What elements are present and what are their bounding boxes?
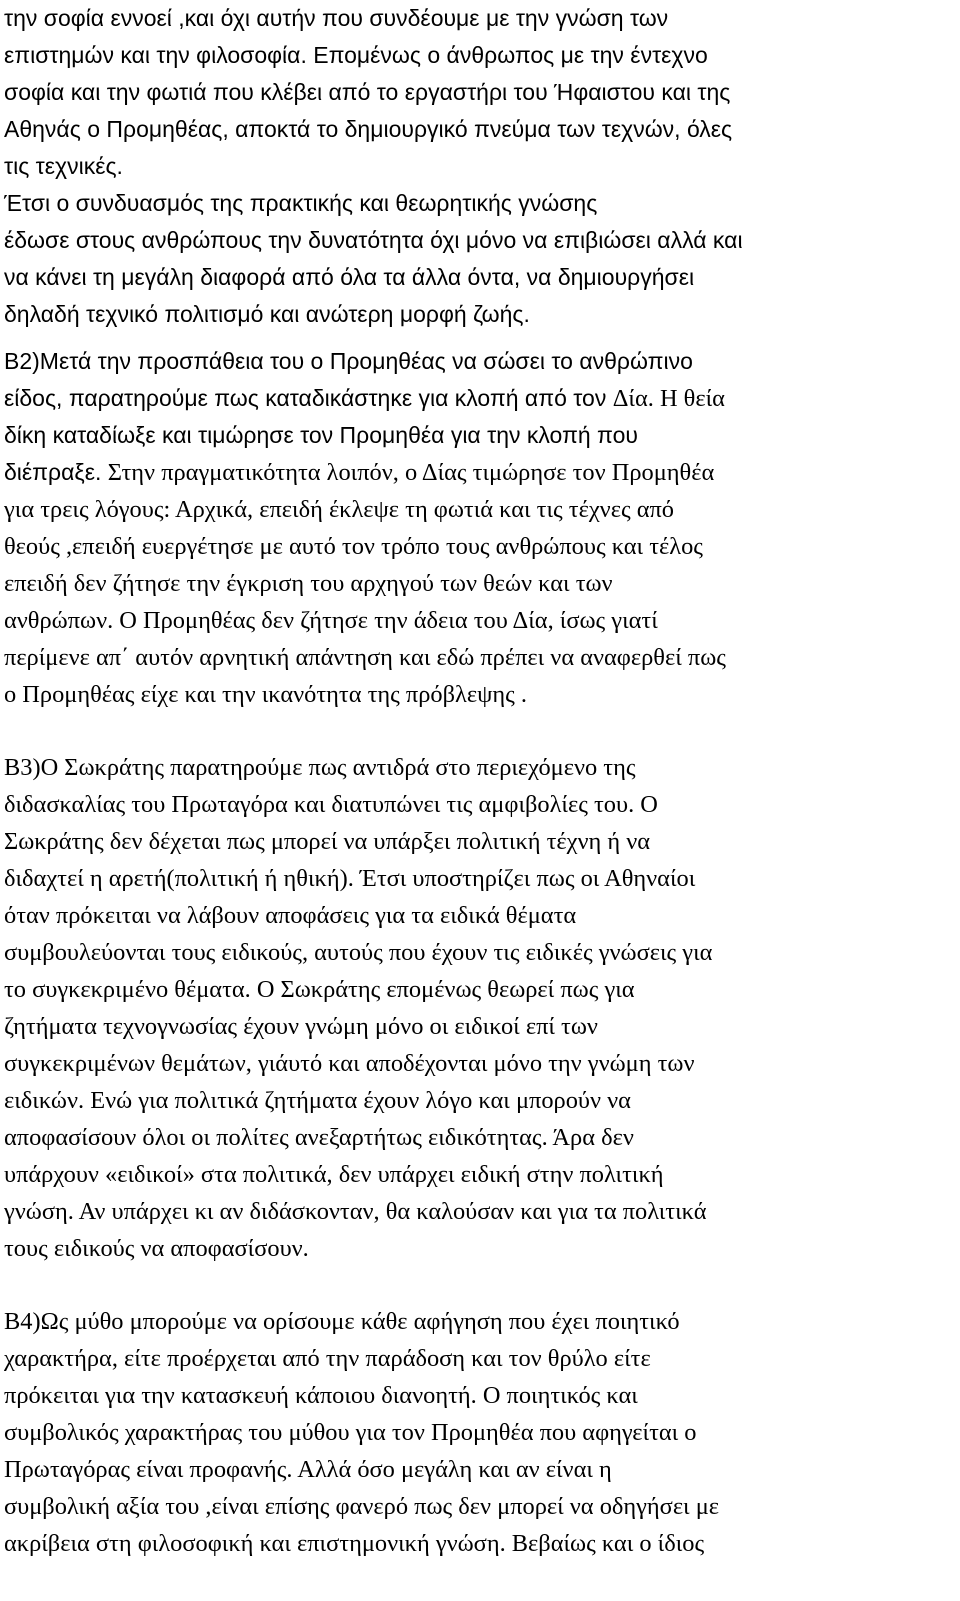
text-line: συμβουλεύονται τους ειδικούς, αυτούς που έχουν τις ειδικές γνώσεις για (4, 939, 713, 966)
text-line: Β4)Ως μύθο μπορούμε να ορίσουμε κάθε αφήγηση που έχει ποιητικό (4, 1308, 680, 1335)
text-line: γνώση. Αν υπάρχει κι αν διδάσκονταν, θα καλούσαν και για τα πολιτικά (4, 1198, 707, 1225)
paragraph-b2 (4, 343, 954, 713)
text-line: αποφασίσουν όλοι οι πολίτες ανεξαρτήτως ειδικότητας. Άρα δεν (4, 1124, 634, 1151)
text-run: δίκη καταδίωξε και τιμώρησε τον Προμηθέα για την κλοπή που (4, 422, 638, 448)
text-line: το συγκεκριμένο θέματα. Ο Σωκράτης επομένως θεωρεί πως για (4, 976, 635, 1003)
text-run: Β2)Μετά την προσπάθεια του ο Προμηθέας να σώσει το ανθρώπινο (4, 348, 693, 374)
text-run: περίμενε απ΄ αυτόν αρνητική απάντηση και εδώ πρέπει να αναφερθεί πως (4, 644, 726, 671)
text-line: επιστημών και την φιλοσοφία. Επομένως ο άνθρωπος με την έντεχνο (4, 42, 708, 68)
text-line: ζητήματα τεχνογνωσίας έχουν γνώμη μόνο οι ειδικοί επί των (4, 1013, 598, 1040)
paragraph-b3 (4, 749, 954, 1267)
document-page (4, 0, 954, 1562)
text-line: συμβολική αξία του ,είναι επίσης φανερό πως δεν μπορεί να οδηγήσει με (4, 1493, 720, 1520)
text-line (4, 565, 954, 602)
text-run: ο Προμηθέας είχε και την ικανότητα της πρόβλεψης . (4, 681, 527, 708)
text-run: θεούς ,επειδή ευεργέτησε με αυτό τον τρόπο τους ανθρώπους και τέλος (4, 533, 703, 560)
text-line: Αθηνάς ο Προμηθέας, αποκτά το δημιουργικό πνεύμα των τεχνών, όλες (4, 116, 733, 142)
text-line: όταν πρόκειται να λάβουν αποφάσεις για τα ειδικά θέματα (4, 902, 577, 929)
text-line (4, 602, 954, 639)
text-line: πρόκειται για την κατασκευή κάποιου διανοητή. Ο ποιητικός και (4, 1382, 638, 1409)
text-line (4, 380, 954, 417)
paragraph-b4 (4, 1303, 954, 1562)
text-line: την σοφία εννοεί ,και όχι αυτήν που συνδέουμε με την γνώση των (4, 5, 669, 31)
text-line: τις τεχνικές. (4, 153, 123, 179)
text-run: διέπραξε. (4, 459, 108, 485)
text-line: συμβολικός χαρακτήρας του μύθου για τον Προμηθέα που αφηγείται ο (4, 1419, 697, 1446)
text-line: τους ειδικούς να αποφασίσουν. (4, 1235, 309, 1262)
text-line: Έτσι ο συνδυασμός της πρακτικής και θεωρητικής γνώσης (4, 190, 598, 216)
text-line: χαρακτήρα, είτε προέρχεται από την παράδοση και τον θρύλο είτε (4, 1345, 651, 1372)
text-line: να κάνει τη μεγάλη διαφορά από όλα τα άλλα όντα, να δημιουργήσει (4, 264, 695, 290)
text-line (4, 639, 954, 676)
text-line (4, 343, 954, 380)
text-line (4, 528, 954, 565)
text-line (4, 417, 954, 454)
text-run: επειδή δεν ζήτησε την έγκριση του αρχηγού των θεών και των (4, 570, 613, 597)
text-line: δηλαδή τεχνικό πολιτισμό και ανώτερη μορφή ζωής. (4, 301, 530, 327)
text-line: ακρίβεια στη φιλοσοφική και επιστημονική γνώση. Βεβαίως και ο ίδιος (4, 1530, 705, 1557)
text-run: Δία. Η θεία (612, 385, 725, 412)
text-line: σοφία και την φωτιά που κλέβει από το εργαστήρι του Ήφαιστου και της (4, 79, 731, 105)
paragraph-top (4, 0, 954, 333)
text-line: διδασκαλίας του Πρωταγόρα και διατυπώνει τις αμφιβολίες του. Ο (4, 791, 658, 818)
text-line: έδωσε στους ανθρώπους την δυνατότητα όχι μόνο να επιβιώσει αλλά και (4, 227, 743, 253)
text-line: ειδικών. Ενώ για πολιτικά ζητήματα έχουν λόγο και μπορούν να (4, 1087, 631, 1114)
text-run: για τρεις λόγους: Αρχικά, επειδή έκλεψε τη φωτιά και τις τέχνες από (4, 496, 674, 523)
text-line (4, 454, 954, 491)
text-line: διδαχτεί η αρετή(πολιτική ή ηθική). Έτσι υποστηρίζει πως οι Αθηναίοι (4, 865, 696, 892)
text-run: Στην πραγματικότητα λοιπόν, ο Δίας τιμώρησε τον Προμηθέα (107, 459, 715, 486)
text-line: Σωκράτης δεν δέχεται πως μπορεί να υπάρξει πολιτική τέχνη ή να (4, 828, 651, 855)
text-line (4, 491, 954, 528)
text-run: ανθρώπων. Ο Προμηθέας δεν ζήτησε την άδεια του Δία, ίσως γιατί (4, 607, 658, 634)
text-line: Β3)Ο Σωκράτης παρατηρούμε πως αντιδρά στο περιεχόμενο της (4, 754, 636, 781)
text-line: Πρωταγόρας είναι προφανής. Αλλά όσο μεγάλη και αν είναι η (4, 1456, 612, 1483)
text-line (4, 676, 954, 713)
text-line: υπάρχουν «ειδικοί» στα πολιτικά, δεν υπάρχει ειδική στην πολιτική (4, 1161, 664, 1188)
text-line: συγκεκριμένων θεμάτων, γιάυτό και αποδέχονται μόνο την γνώμη των (4, 1050, 695, 1077)
text-run: είδος, παρατηρούμε πως καταδικάστηκε για κλοπή από τον (4, 385, 613, 411)
